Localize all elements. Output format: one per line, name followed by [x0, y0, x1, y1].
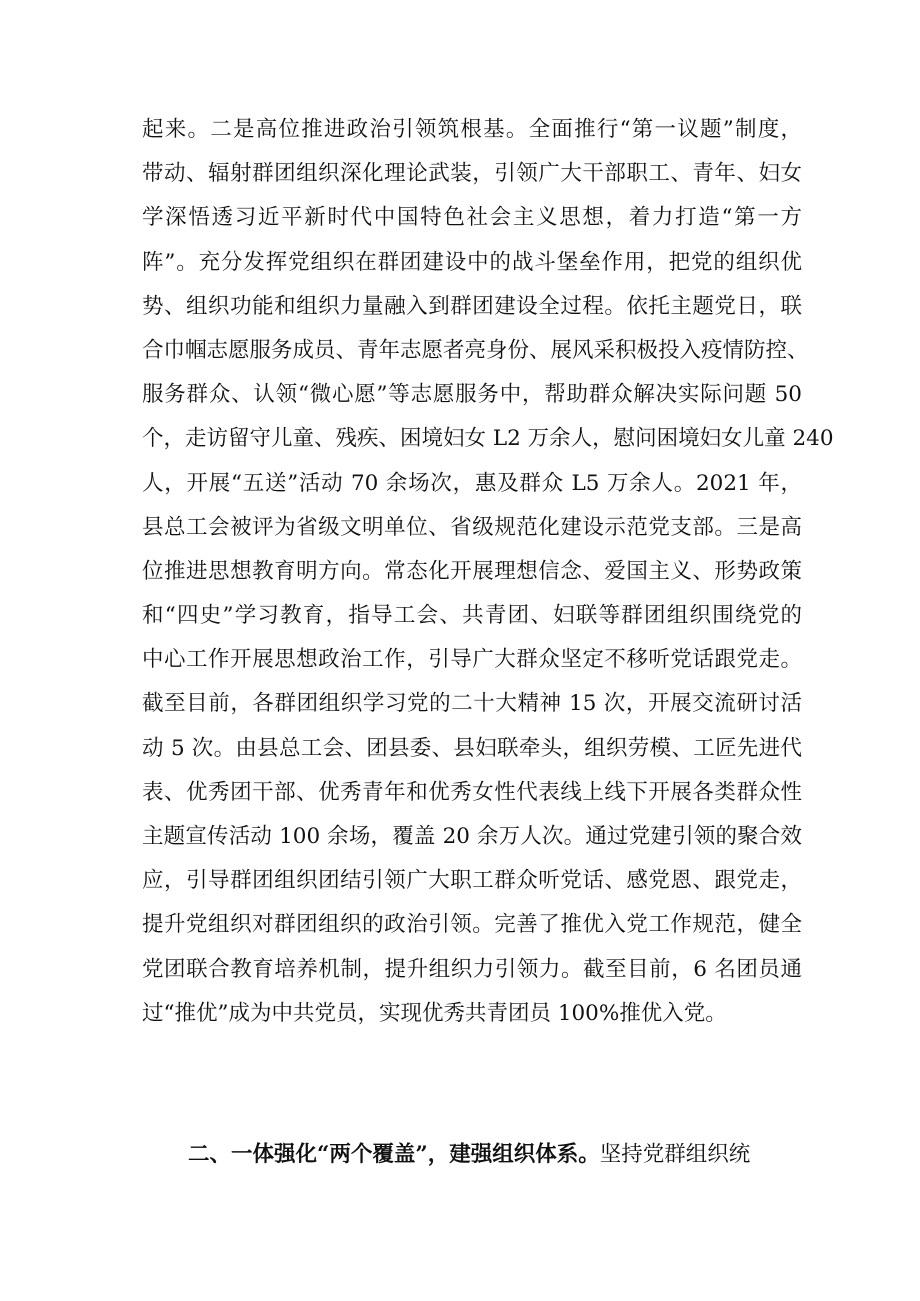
text-line-14: 截至目前，各群团组织学习党的二十大精神 15 次，开展交流研讨活 [142, 691, 802, 717]
text-line-11: 位推进思想教育明方向。常态化开展理想信念、爱国主义、形势政策 [142, 558, 802, 584]
text-line-18: 应，引导群团组织团结引领广大职工群众听党话、感党恩、跟党走， [142, 868, 802, 894]
text-line-4: 阵”。充分发挥党组织在群团建设中的战斗堡垒作用，把党的组织优 [142, 249, 802, 275]
text-line-6: 合巾帼志愿服务成员、青年志愿者亮身份、展风采积极投入疫情防控、 [142, 337, 809, 363]
section-heading-line [188, 1133, 808, 1177]
text-line-7: 服务群众、认领“微心愿”等志愿服务中，帮助群众解决实际问题 50 [142, 382, 802, 408]
text-line-5: 势、组织功能和组织力量融入到群团建设全过程。依托主题党日，联 [142, 293, 802, 319]
text-line-12: 和“四史”学习教育，指导工会、共青团、妇联等群团组织围绕党的 [142, 603, 802, 629]
text-line-17: 主题宣传活动 100 余场，覆盖 20 余万人次。通过党建引领的聚合效 [142, 824, 802, 849]
text-line-19: 提升党组织对群团组织的政治引领。完善了推优入党工作规范，健全 [142, 912, 802, 938]
text-line-2: 带动、辐射群团组织深化理论武装，引领广大干部职工、青年、妇女 [142, 161, 802, 187]
text-line-9: 人，开展“五送”活动 70 余场次，惠及群众 L5 万余人。2021 年， [142, 470, 802, 496]
body-paragraph [142, 108, 834, 1036]
text-line-8: 个，走访留守儿童、残疾、困境妇女 L2 万余人，慰问困境妇女儿童 240 [142, 426, 834, 452]
text-line-20: 党团联合教育培养机制，提升组织力引领力。截至目前，6 名团员通 [142, 956, 802, 982]
text-line-1: 起来。二是高位推进政治引领筑根基。全面推行“第一议题”制度， [142, 117, 802, 142]
text-line-3: 学深悟透习近平新时代中国特色社会主义思想，着力打造“第一方 [142, 205, 802, 231]
text-line-21: 过“推优”成为中共党员，实现优秀共青团员 100%推优入党。 [142, 1000, 727, 1026]
text-line-10: 县总工会被评为省级文明单位、省级规范化建设示范党支部。三是高 [142, 514, 802, 540]
section-heading: 二、一体强化“两个覆盖”，建强组织体系。 [188, 1142, 600, 1167]
section-heading-continuation: 坚持党群组织统 [599, 1142, 751, 1167]
text-line-16: 表、优秀团干部、优秀青年和优秀女性代表线上线下开展各类群众性 [142, 779, 802, 805]
text-line-15: 动 5 次。由县总工会、团县委、县妇联牵头，组织劳模、工匠先进代 [142, 735, 802, 761]
text-line-13: 中心工作开展思想政治工作，引导广大群众坚定不移听党话跟党走。 [142, 647, 802, 673]
